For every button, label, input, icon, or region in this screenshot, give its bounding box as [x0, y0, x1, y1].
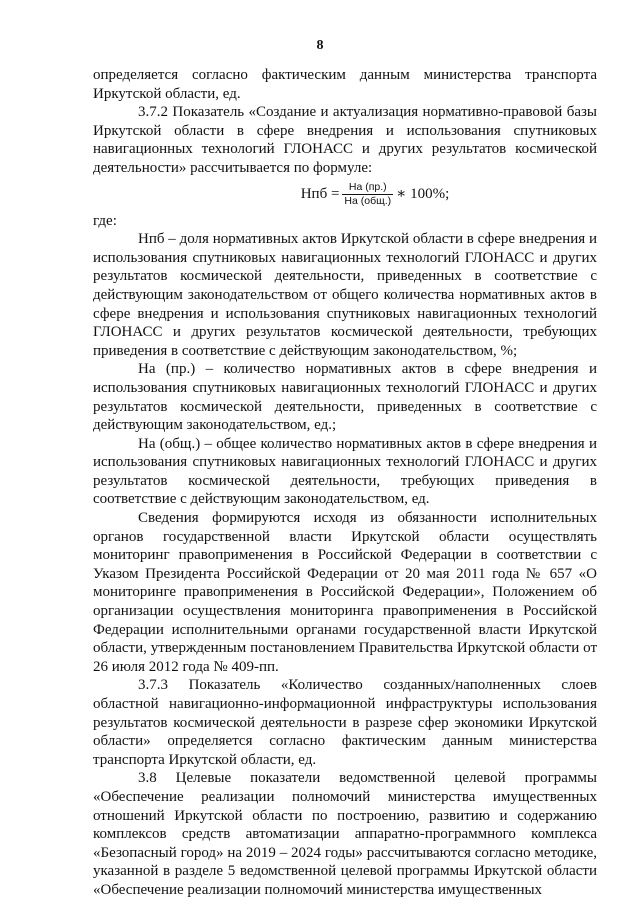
definition-npb: Нпб – доля нормативных актов Иркутской области в сфере внедрения и использования спутниковых навигационных технологий ГЛОНАСС и других результатов космической деятельности, приведенных в соответствие с действующим законодательством от общего количества нормативных актов в сфере внедрения и использования спутниковых навигационных технологий ГЛОНАСС и других результатов космической деятельности, требующих приведения в соответствие с действующим законодательством, %;	[93, 231, 597, 359]
paragraph-3-8: 3.8 Целевые показатели ведомственной целевой программы «Обеспечение реализации полномочий министерства имущественных отношений Иркутской области по построению, развитию и содержанию комплексов средств автоматизации аппаратно-программного комплекса «Безопасный город» на 2019 – 2024 годы» рассчитываются согласно методике, указанной в разделе 5 ведомственной целевой программы Иркутской области «Обеспечение реализации полномочий министерства имущественных	[93, 770, 597, 898]
formula-fraction	[342, 181, 393, 208]
paragraph-continuation: определяется согласно фактическим данным министерства транспорта Иркутской области, ед.	[93, 67, 597, 102]
formula-denominator: На (общ.)	[344, 194, 392, 207]
page-number: 8	[316, 38, 324, 53]
paragraph-3-7-2: 3.7.2 Показатель «Создание и актуализация нормативно-правовой базы Иркутской области в сфере внедрения и использования спутниковых навигационных технологий ГЛОНАСС и других результатов космической деятельности» рассчитывается по формуле:	[93, 104, 597, 176]
definition-na-obsch: На (общ.) – общее количество нормативных актов в сфере внедрения и использования спутниковых навигационных технологий ГЛОНАСС и других результатов космической деятельности, требующих приведения в соответствие с действующим законодательством, ед.	[93, 435, 597, 508]
formula-rhs: ∗ 100%;	[396, 185, 450, 202]
document-body	[93, 66, 597, 900]
paragraph-3-7-3: 3.7.3 Показатель «Количество созданных/наполненных слоев областной навигационно-информационной инфраструктуры использования результатов космической деятельности в разрезе сфер экономики Иркутской области» определяется согласно фактическим данным министерства транспорта Иркутской области, ед.	[93, 677, 597, 768]
formula	[153, 181, 597, 208]
paragraph-svedeniya: Сведения формируются исходя из обязанности исполнительных органов государственной власти Иркутской области осуществлять мониторинг правоприменения в Российской Федерации в соответствии с Указом Президента Российской Федерации от 20 мая 2011 года № 657 «О мониторинге правоприменения в Российской Федерации», Положением об организации осуществления мониторинга правоприменения в Российской Федерации исполнительными органами государственной власти Иркутской области, утвержденным постановлением Правительства Иркутской области от 26 июля 2012 года № 409-пп.	[93, 510, 597, 675]
definition-na-pr: На (пр.) – количество нормативных актов в сфере внедрения и использования спутниковых навигационных технологий ГЛОНАСС и других результатов космической деятельности, приведенных в соответствие с действующим законодательством, ед.;	[93, 361, 597, 434]
formula-lhs: Нпб =	[300, 185, 340, 202]
where-label: где:	[93, 212, 117, 229]
formula-numerator: На (пр.)	[348, 180, 387, 193]
